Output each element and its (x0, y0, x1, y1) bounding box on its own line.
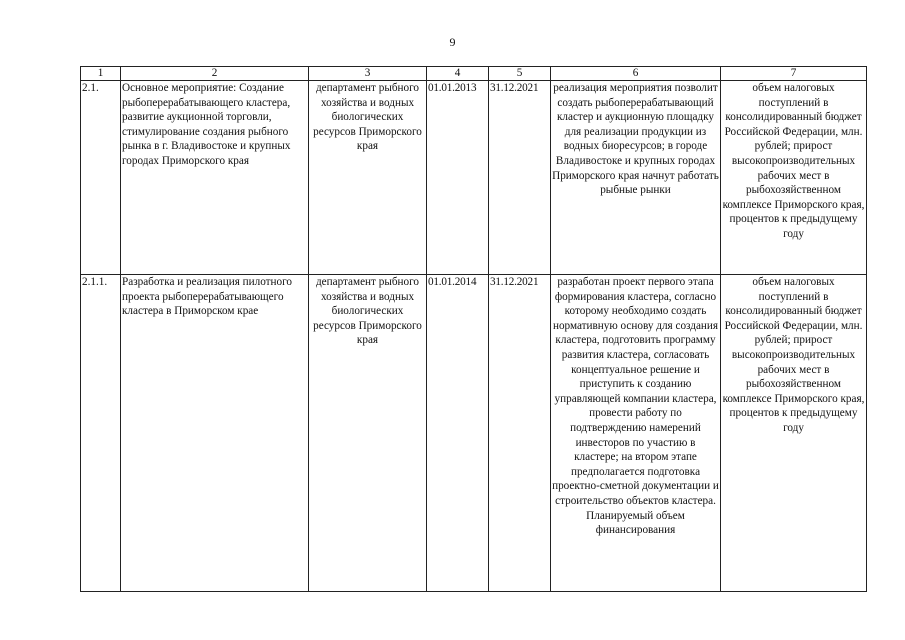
measure-executor: департамент рыбного хозяйства и водных биологических ресурсов Приморского края (309, 81, 427, 275)
table-row (81, 81, 867, 275)
table-header-row (81, 67, 867, 81)
measure-expected-result: разработан проект первого этапа формирования кластера, согласно которому необходимо создать нормативную основу для создания кластера, подготовить программу развития кластера, согласовать концептуальное решение и приступить к созданию управляющей компании кластера, провести работу по подтверждению намерений инвесторов по участию в кластере; на втором этапе предполагается подготовка проектно-сметной документации и строительство объектов кластера. Планируемый объем финансирования (551, 275, 721, 592)
measure-start-date: 01.01.2013 (427, 81, 489, 275)
measure-end-date: 31.12.2021 (489, 81, 551, 275)
header-cell: 6 (551, 67, 721, 81)
measure-start-date: 01.01.2014 (427, 275, 489, 592)
measure-indicator: объем налоговых поступлений в консолидированный бюджет Российской Федерации, млн. рублей; прирост высокопроизводительных рабочих мест в рыбохозяйственном комплексе Приморского края, процентов к предыдущему году (721, 275, 867, 592)
header-cell: 5 (489, 67, 551, 81)
header-cell: 3 (309, 67, 427, 81)
measure-number: 2.1.1. (81, 275, 121, 592)
header-cell: 2 (121, 67, 309, 81)
measure-expected-result: реализация мероприятия позволит создать рыбоперерабатывающий кластер и аукционную площадку для реализации продукции из водных биоресурсов; в городе Владивостоке и крупных городах Приморского края начнут работать рыбные рынки (551, 81, 721, 275)
measure-name: Разработка и реализация пилотного проекта рыбоперерабатывающего кластера в Приморском крае (121, 275, 309, 592)
page-number: 9 (449, 35, 456, 49)
header-cell: 4 (427, 67, 489, 81)
measure-executor: департамент рыбного хозяйства и водных биологических ресурсов Приморского края (309, 275, 427, 592)
measures-table (80, 66, 867, 592)
measure-name: Основное мероприятие: Создание рыбоперерабатывающего кластера, развитие аукционной торговли, стимулирование создания рыбного рынка в г. Владивостоке и крупных городах Приморского края (121, 81, 309, 275)
header-cell: 1 (81, 67, 121, 81)
table-row (81, 275, 867, 592)
measure-indicator: объем налоговых поступлений в консолидированный бюджет Российской Федерации, млн. рублей; прирост высокопроизводительных рабочих мест в рыбохозяйственном комплексе Приморского края, процентов к предыдущему году (721, 81, 867, 275)
header-cell: 7 (721, 67, 867, 81)
measure-number: 2.1. (81, 81, 121, 275)
measure-end-date: 31.12.2021 (489, 275, 551, 592)
